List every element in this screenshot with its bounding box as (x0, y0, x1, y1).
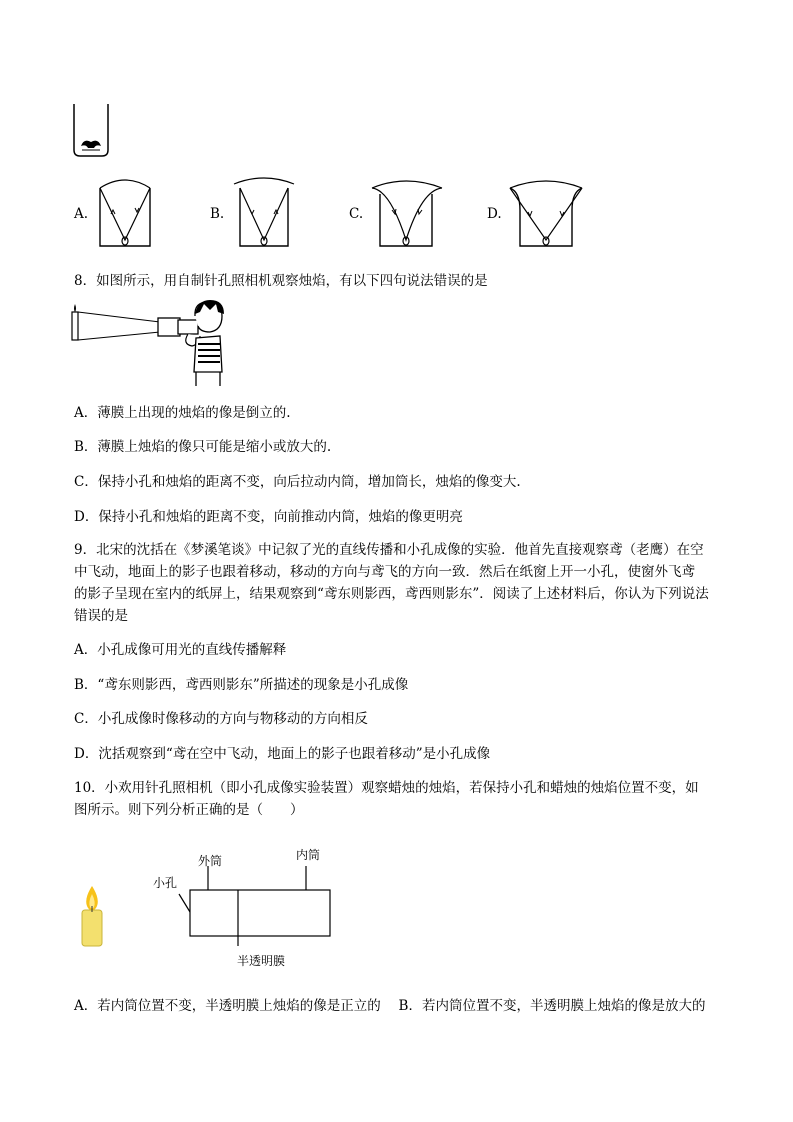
q8-option-c[interactable]: C．保持小孔和烛焰的距离不变，向后拉动内筒，增加筒长，烛焰的像变大. (74, 474, 521, 490)
q7-option-b-label[interactable]: B. (210, 206, 225, 222)
q10-stem-line-2: 图所示。则下列分析正确的是（ ） (74, 802, 304, 818)
q10-film-label: 半透明膜 (237, 954, 286, 968)
q10-inner-tube-label: 内筒 (296, 848, 321, 862)
q8-option-b[interactable]: B．薄膜上烛焰的像只可能是缩小或放大的. (74, 439, 332, 455)
q7-option-a-label[interactable]: A. (74, 206, 89, 222)
q8-option-a[interactable]: A．薄膜上出现的烛焰的像是倒立的. (74, 405, 291, 421)
q9-stem-line-4: 错误的是 (74, 608, 128, 624)
q10-outer-tube-label: 外筒 (198, 854, 223, 868)
q9-option-d[interactable]: D．沈括观察到“鸢在空中飞动，地面上的影子也跟着移动”是小孔成像 (74, 746, 491, 762)
q8-option-d[interactable]: D．保持小孔和烛焰的距离不变，向前推动内筒，烛焰的像更明亮 (74, 509, 463, 525)
q10-options-line[interactable]: A．若内筒位置不变，半透明膜上烛焰的像是正立的 B．若内筒位置不变，半透明膜上烛焰的像是放大的 (74, 998, 706, 1014)
q9-stem-line-1: 9．北宋的沈括在《梦溪笔谈》中记叙了光的直线传播和小孔成像的实验．他首先直接观察鸢（老鹰）在空 (74, 542, 704, 558)
q9-option-a[interactable]: A．小孔成像可用光的直线传播解释 (74, 642, 287, 658)
q10-pinhole-label: 小孔 (153, 876, 178, 890)
q9-stem-line-2: 中飞动，地面上的影子也跟着移动，移动的方向与鸢飞的方向一致．然后在纸窗上开一小孔，使窗外飞鸢 (74, 564, 695, 580)
q7-option-c-diagram (370, 180, 446, 250)
q10-tube-diagram (150, 860, 340, 960)
q7-option-a-diagram (94, 180, 156, 250)
q9-option-b[interactable]: B．“鸢东则影西，鸢西则影东”所描述的现象是小孔成像 (74, 677, 409, 693)
q7-option-d-label[interactable]: D. (487, 206, 502, 222)
q7-option-b-diagram (232, 180, 294, 250)
q9-option-c[interactable]: C．小孔成像时像移动的方向与物移动的方向相反 (74, 711, 368, 727)
q8-pinhole-camera-figure (70, 300, 230, 390)
q7-option-c-label[interactable]: C. (349, 206, 364, 222)
q8-stem: 8．如图所示，用自制针孔照相机观察烛焰，有以下四句说法错误的是 (74, 273, 488, 289)
q10-candle-figure (78, 886, 108, 948)
q7-stem-figure (70, 100, 120, 160)
q9-stem-line-3: 的影子呈现在室内的纸屏上，结果观察到“鸢东则影西，鸢西则影东”．阅读了上述材料后，你认为下列说法 (74, 586, 709, 602)
q10-stem-line-1: 10．小欢用针孔照相机（即小孔成像实验装置）观察蜡烛的烛焰，若保持小孔和蜡烛的烛焰位置不变，如 (74, 780, 699, 796)
q7-option-d-diagram (506, 180, 586, 250)
